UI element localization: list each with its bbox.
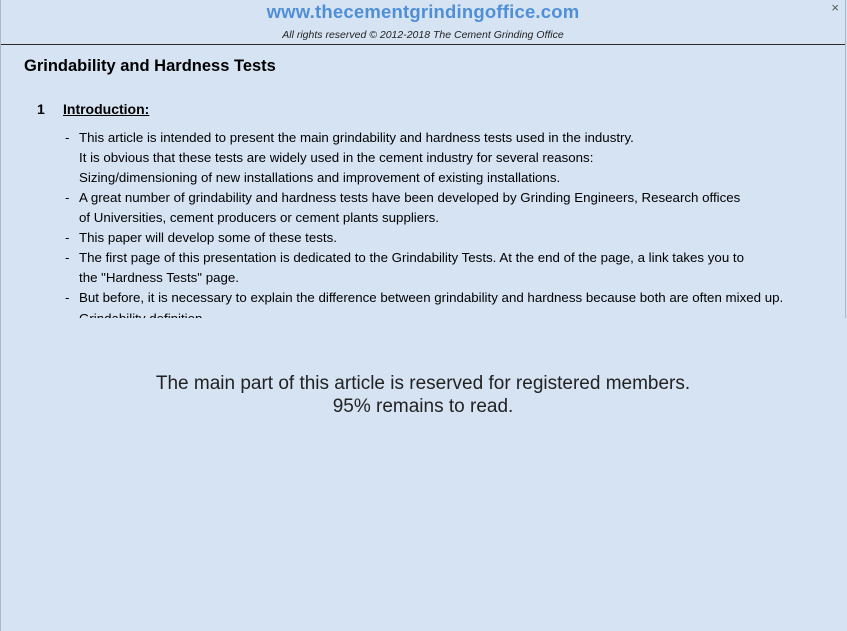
paywall-message (1, 372, 845, 418)
list-item (65, 228, 783, 248)
bullet-line: A great number of grindability and hardness tests have been developed by Grinding Engineers, Research offices (79, 190, 741, 205)
list-item (65, 188, 783, 228)
paywall-overlay (1, 318, 847, 631)
bullet-dash: - (65, 290, 70, 305)
intro-bullet-list (65, 128, 783, 308)
section-heading-text: Introduction: (63, 101, 150, 117)
site-url-link[interactable]: www.thecementgrindingoffice.com (266, 1, 580, 22)
bullet-line: This paper will develop some of these tests. (79, 230, 337, 245)
document-title: Grindability and Hardness Tests (24, 57, 276, 75)
section-heading (37, 101, 149, 117)
bullet-dash: - (65, 130, 70, 145)
list-item (65, 248, 783, 288)
bullet-line: The first page of this presentation is dedicated to the Grindability Tests. At the end of the page, a link takes you to (79, 250, 744, 265)
paywall-message-line1: The main part of this article is reserved for registered members. (155, 373, 691, 394)
bullet-line: of Universities, cement producers or cement plants suppliers. (79, 210, 439, 225)
bullet-dash: - (65, 250, 70, 265)
truncated-text-line (79, 309, 202, 318)
bullet-line: But before, it is necessary to explain the difference between grindability and hardness because both are often mixed up. (79, 290, 784, 305)
bullet-dash: - (65, 230, 70, 245)
bullet-line: the "Hardness Tests" page. (79, 270, 239, 285)
bullet-dash: - (65, 190, 70, 205)
section-number: 1 (37, 101, 45, 117)
bullet-line: This article is intended to present the main grindability and hardness tests used in the industry. (79, 130, 634, 145)
list-item (65, 128, 783, 188)
list-item (65, 288, 783, 308)
close-icon[interactable]: × (831, 0, 839, 15)
copyright-notice: All rights reserved © 2012-2018 The Cement Grinding Office (282, 29, 564, 41)
bullet-line: Sizing/dimensioning of new installations and improvement of existing installations. (79, 170, 561, 185)
paywall-message-line2: 95% remains to read. (332, 396, 514, 417)
page-header (1, 0, 845, 45)
bullet-line: It is obvious that these tests are widely used in the cement industry for several reasons: (79, 150, 594, 165)
